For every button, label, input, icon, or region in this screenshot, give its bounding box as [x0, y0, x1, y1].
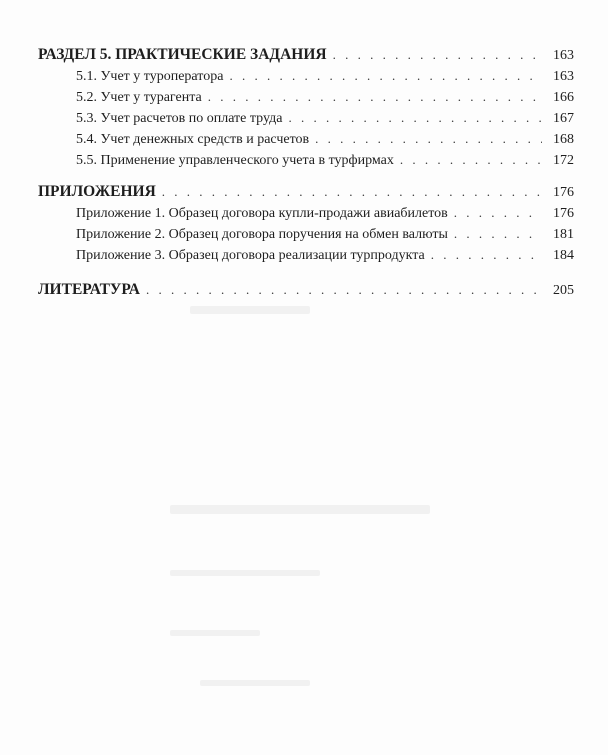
toc-section-row[interactable]: [38, 44, 574, 65]
toc-page-number: 176: [553, 206, 574, 221]
bleed-through-mark: [190, 306, 310, 314]
bleed-through-mark: [170, 505, 430, 514]
toc-item-title: Приложение 2. Образец договора поручения на обмен валюты: [76, 227, 448, 242]
toc-item-row[interactable]: [38, 202, 574, 223]
toc-page-number: 167: [553, 111, 574, 126]
toc-item-row[interactable]: [38, 65, 574, 86]
toc-item-title: 5.3. Учет расчетов по оплате труда: [76, 111, 283, 126]
dot-leader: [454, 223, 542, 244]
table-of-contents: [38, 44, 574, 300]
toc-page-number: 163: [553, 69, 574, 84]
toc-item-title: Приложение 1. Образец договора купли-продажи авиабилетов: [76, 206, 448, 221]
toc-item-title: 5.2. Учет у турагента: [76, 90, 202, 105]
toc-item-title: 5.4. Учет денежных средств и расчетов: [76, 132, 310, 147]
dot-leader: [315, 128, 542, 149]
bleed-through-mark: [170, 630, 260, 636]
toc-page-number: 163: [553, 48, 574, 63]
dot-leader: [208, 86, 542, 107]
toc-item-title: Приложение 3. Образец договора реализации турпродукта: [76, 248, 425, 263]
toc-section-title: ПРИЛОЖЕНИЯ: [38, 183, 156, 200]
toc-page-number: 172: [553, 153, 574, 168]
bleed-through-mark: [200, 680, 310, 686]
dot-leader: [400, 149, 542, 170]
toc-section-title: РАЗДЕЛ 5. ПРАКТИЧЕСКИЕ ЗАДАНИЯ: [38, 46, 327, 63]
bleed-through-mark: [170, 570, 320, 576]
dot-leader: [146, 279, 542, 300]
toc-item-row[interactable]: [38, 107, 574, 128]
dot-leader: [162, 181, 542, 202]
toc-item-row[interactable]: [38, 244, 574, 265]
toc-page-number: 181: [553, 227, 574, 242]
toc-page-number: 205: [553, 283, 574, 298]
toc-section-row[interactable]: [38, 181, 574, 202]
dot-leader: [454, 202, 542, 223]
toc-section-row[interactable]: [38, 279, 574, 300]
dot-leader: [431, 244, 542, 265]
toc-page-number: 168: [553, 132, 574, 147]
toc-item-row[interactable]: [38, 128, 574, 149]
toc-item-title: 5.5. Применение управленческого учета в турфирмах: [76, 153, 394, 168]
toc-item-row[interactable]: [38, 223, 574, 244]
toc-item-row[interactable]: [38, 86, 574, 107]
toc-item-title: 5.1. Учет у туроператора: [76, 69, 224, 84]
toc-item-row[interactable]: [38, 149, 574, 170]
toc-page-number: 176: [553, 185, 574, 200]
dot-leader: [229, 65, 542, 86]
toc-page-number: 184: [553, 248, 574, 263]
dot-leader: [288, 107, 542, 128]
toc-page-number: 166: [553, 90, 574, 105]
toc-section-title: ЛИТЕРАТУРА: [38, 281, 140, 298]
dot-leader: [333, 44, 542, 65]
